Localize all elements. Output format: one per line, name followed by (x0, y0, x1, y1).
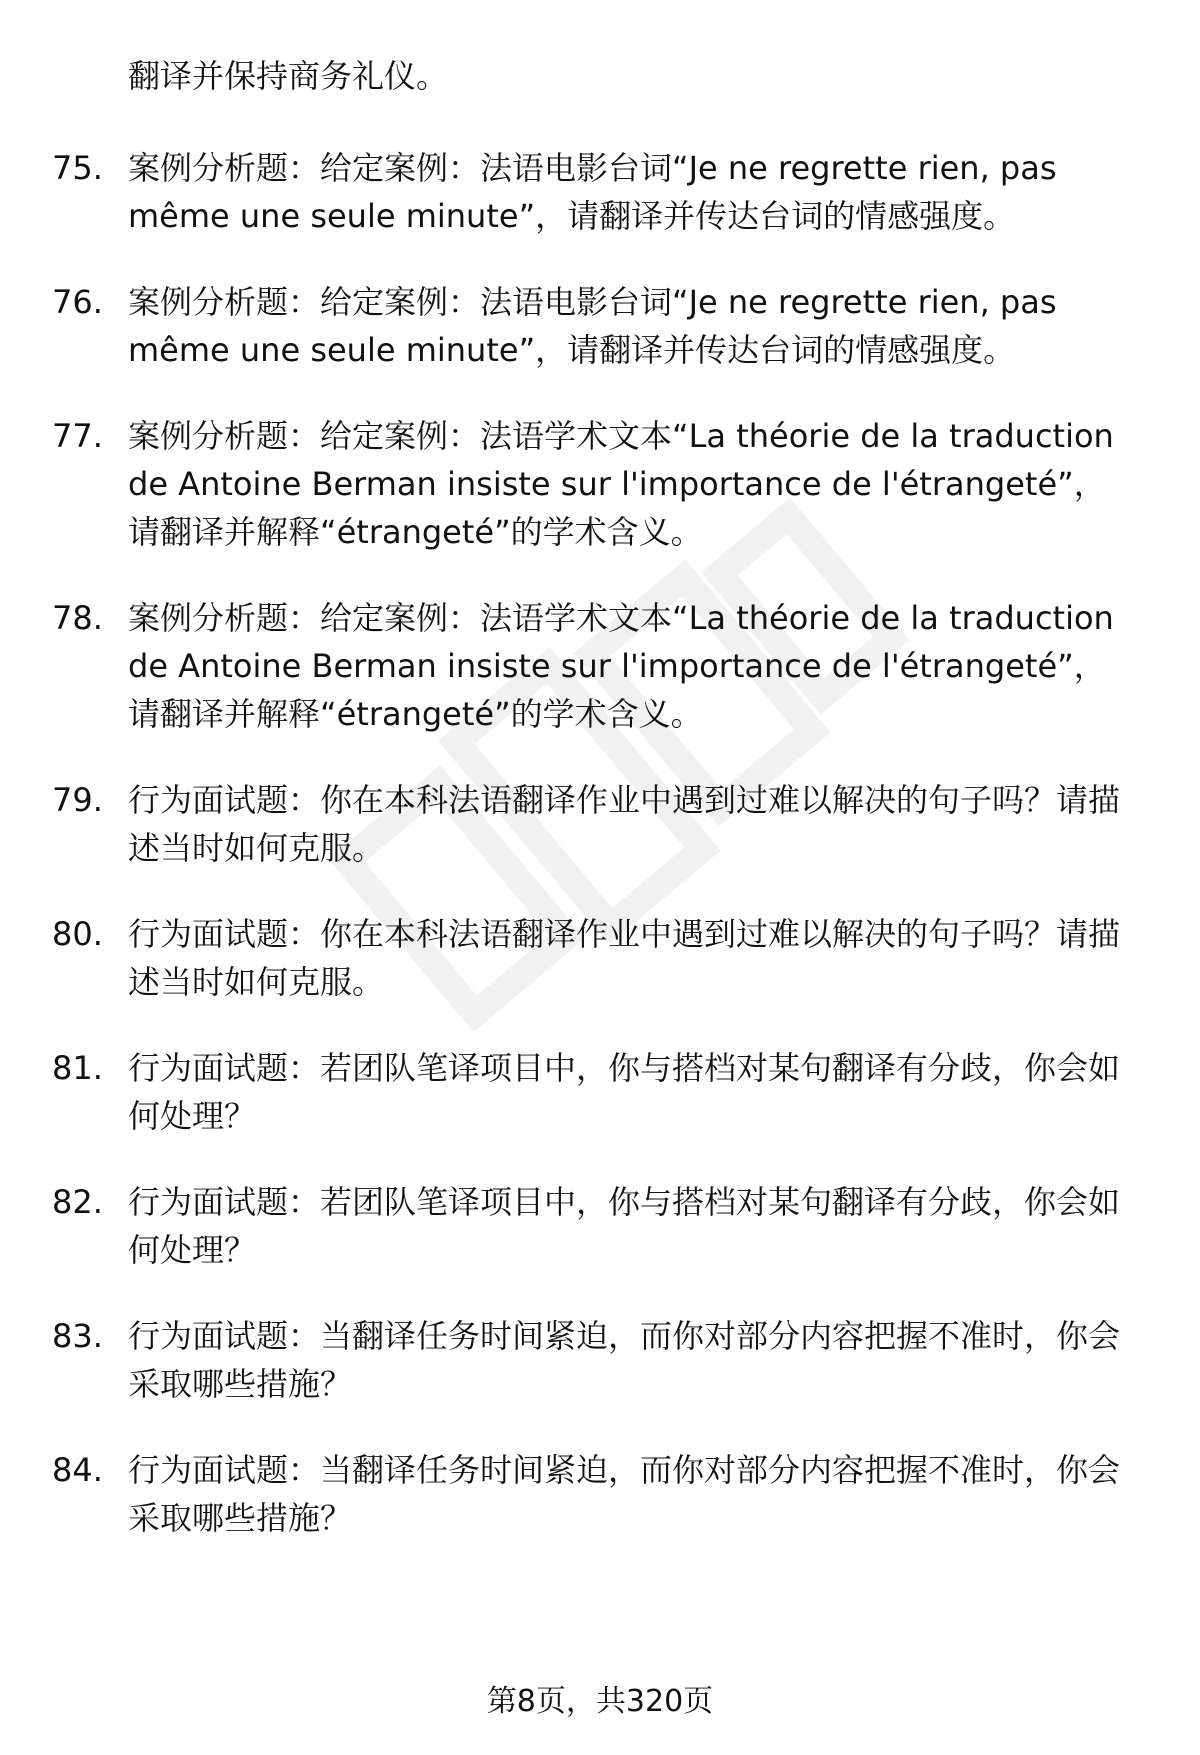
list-item (52, 594, 1132, 738)
question-number: 82. (52, 1183, 103, 1221)
question-text: 行为面试题：若团队笔译项目中，你与搭档对某句翻译有分歧，你会如何处理？ (128, 1183, 1121, 1269)
list-item (52, 144, 1132, 240)
question-text: 案例分析题：给定案例：法语学术文本“La théorie de la traduction de Antoine Berman insiste sur l'importance de l'étrangeté”，请翻译并解释“étrangeté”的学术含义。 (128, 599, 1114, 733)
list-item (52, 1178, 1132, 1274)
page-footer: 第8页，共320页 (486, 1684, 714, 1719)
list-item (52, 412, 1132, 556)
list-item (52, 1312, 1132, 1408)
question-text: 行为面试题：当翻译任务时间紧迫，而你对部分内容把握不准时，你会采取哪些措施？ (128, 1451, 1121, 1537)
question-number: 84. (52, 1451, 103, 1489)
question-text: 行为面试题：当翻译任务时间紧迫，而你对部分内容把握不准时，你会采取哪些措施？ (128, 1317, 1121, 1403)
document-content (52, 52, 1132, 1580)
question-number: 78. (52, 599, 103, 637)
question-number: 75. (52, 149, 103, 187)
list-item (52, 278, 1132, 374)
question-text: 案例分析题：给定案例：法语电影台词“Je ne regrette rien, pas même une seule minute”，请翻译并传达台词的情感强度。 (128, 149, 1057, 235)
list-item (52, 1044, 1132, 1140)
question-number: 77. (52, 417, 103, 455)
question-text: 行为面试题：你在本科法语翻译作业中遇到过难以解决的句子吗？请描述当时如何克服。 (128, 915, 1121, 1001)
list-item (52, 776, 1132, 872)
question-number: 81. (52, 1049, 103, 1087)
question-text: 案例分析题：给定案例：法语电影台词“Je ne regrette rien, pas même une seule minute”，请翻译并传达台词的情感强度。 (128, 283, 1057, 369)
question-number: 83. (52, 1317, 103, 1355)
list-item (52, 1446, 1132, 1542)
question-text: 行为面试题：你在本科法语翻译作业中遇到过难以解决的句子吗？请描述当时如何克服。 (128, 781, 1121, 867)
question-number: 79. (52, 781, 103, 819)
question-number: 76. (52, 283, 103, 321)
list-item (52, 910, 1132, 1006)
question-text: 行为面试题：若团队笔译项目中，你与搭档对某句翻译有分歧，你会如何处理？ (128, 1049, 1121, 1135)
question-text: 案例分析题：给定案例：法语学术文本“La théorie de la traduction de Antoine Berman insiste sur l'importance de l'étrangeté”，请翻译并解释“étrangeté”的学术含义。 (128, 417, 1114, 551)
continuation-text: 翻译并保持商务礼仪。 (128, 57, 449, 95)
question-list (52, 144, 1132, 1542)
question-number: 80. (52, 915, 103, 953)
